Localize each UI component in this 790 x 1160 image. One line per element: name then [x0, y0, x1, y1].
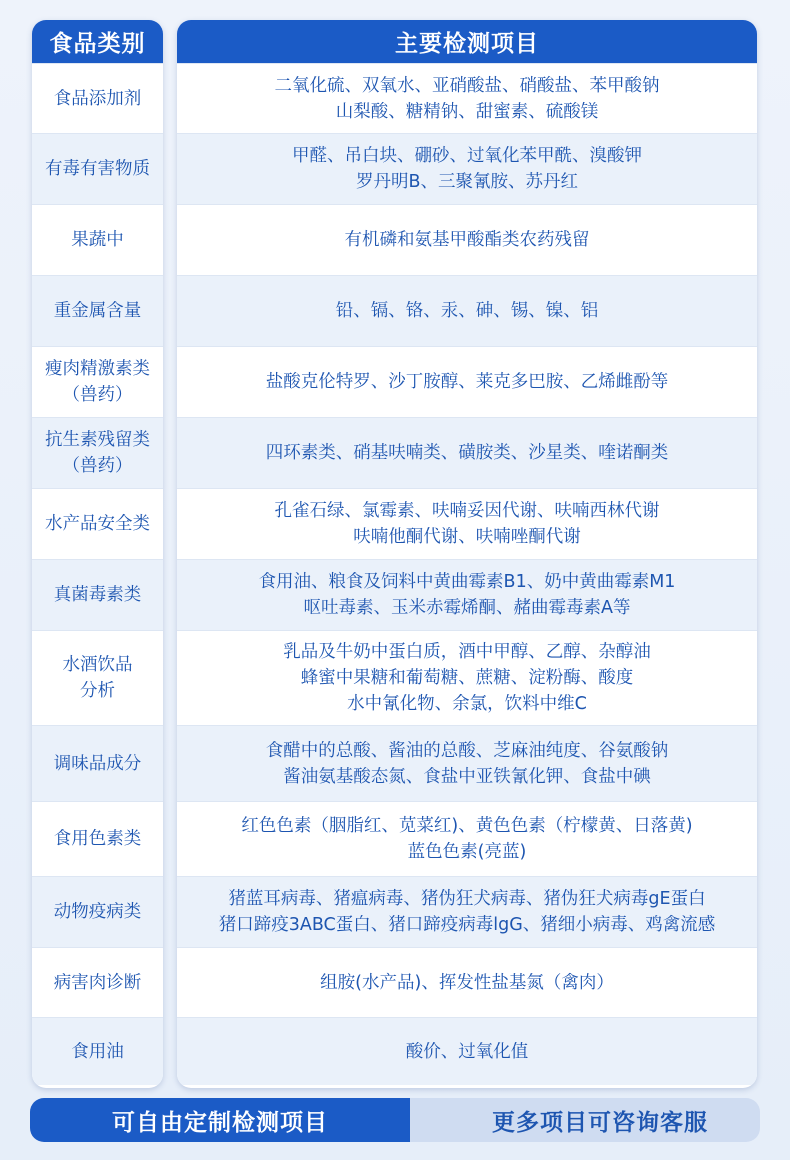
items-line: 孔雀石绿、氯霉素、呋喃妥因代谢、呋喃西林代谢	[274, 501, 660, 521]
category-cell	[32, 204, 163, 275]
category-label	[71, 1039, 124, 1065]
category-line: 病害肉诊断	[53, 972, 142, 993]
category-cell	[32, 488, 163, 559]
items-line: 酱油氨基酸态氮、食盐中亚铁氰化钾、食盐中碘	[283, 766, 651, 787]
items-text	[219, 886, 716, 938]
items-line: 组胺(水产品)、挥发性盐基氮（禽肉）	[320, 972, 614, 993]
category-header: 食品类别	[32, 20, 163, 63]
items-line: 酸价、过氧化值	[405, 1041, 529, 1062]
category-label	[45, 511, 150, 537]
category-line: 水酒饮品	[62, 655, 133, 675]
category-cell	[32, 559, 163, 630]
items-line: 山梨酸、糖精钠、甜蜜素、硫酸镁	[335, 101, 599, 122]
category-label	[54, 751, 142, 777]
category-line: 调味品成分	[53, 753, 142, 774]
category-label	[54, 298, 142, 324]
items-line: 铅、镉、铬、汞、砷、锡、镍、铝	[335, 301, 599, 321]
items-text	[406, 1039, 529, 1065]
category-line: 食用色素类	[53, 829, 142, 849]
category-line: 分析	[80, 681, 115, 701]
items-cell	[177, 204, 757, 275]
items-header: 主要检测项目	[177, 20, 757, 63]
items-list	[177, 63, 757, 1085]
items-text	[275, 498, 660, 550]
category-label	[45, 356, 150, 408]
category-cell	[32, 133, 163, 204]
items-line: 乳品及牛奶中蛋白质，酒中甲醇、乙醇、杂醇油	[283, 642, 651, 662]
category-label	[54, 826, 142, 852]
items-cell	[177, 275, 757, 346]
category-label	[54, 582, 142, 608]
items-column	[177, 20, 757, 1088]
items-line: 蜂蜜中果糖和葡萄糖、蔗糖、淀粉酶、酸度	[300, 668, 634, 688]
custom-testing-button[interactable]: 可自由定制检测项目	[30, 1098, 410, 1142]
category-label	[54, 899, 142, 925]
category-line: 重金属含量	[53, 301, 142, 321]
items-text	[241, 813, 692, 865]
items-cell	[177, 417, 757, 488]
items-text	[320, 970, 614, 996]
items-line: 猪蓝耳病毒、猪瘟病毒、猪伪狂犬病毒、猪伪狂犬病毒gE蛋白	[228, 889, 706, 909]
contact-service-button[interactable]: 更多项目可咨询客服	[410, 1098, 760, 1142]
category-cell	[32, 801, 163, 876]
category-list	[32, 63, 163, 1085]
items-cell	[177, 947, 757, 1017]
items-text	[336, 298, 599, 324]
items-text	[283, 639, 651, 717]
items-text	[266, 440, 669, 466]
category-label	[71, 227, 124, 253]
items-text	[345, 227, 590, 253]
items-text	[259, 569, 676, 621]
items-cell	[177, 346, 757, 417]
category-column	[32, 20, 163, 1088]
items-text	[266, 369, 669, 395]
items-cell	[177, 876, 757, 947]
items-cell	[177, 1017, 757, 1085]
category-cell	[32, 63, 163, 133]
category-line: 食用油	[71, 1041, 124, 1062]
category-label	[54, 970, 142, 996]
category-label	[54, 86, 142, 112]
category-line: （兽药）	[62, 456, 133, 476]
items-cell	[177, 725, 757, 801]
category-cell	[32, 876, 163, 947]
category-label	[45, 427, 150, 479]
items-cell	[177, 133, 757, 204]
category-line: 抗生素残留类	[45, 430, 150, 450]
items-line: 呋喃他酮代谢、呋喃唑酮代谢	[353, 527, 581, 547]
category-label	[63, 652, 133, 704]
category-line: 有毒有害物质	[45, 159, 150, 179]
items-line: 红色色素（胭脂红、苋菜红)、黄色色素（柠檬黄、日落黄)	[241, 816, 693, 836]
items-line: 蓝色色素(亮蓝)	[407, 842, 527, 862]
category-line: 水产品安全类	[45, 514, 150, 534]
items-line: 四环素类、硝基呋喃类、磺胺类、沙星类、喹诺酮类	[265, 443, 669, 463]
category-cell	[32, 346, 163, 417]
items-line: 食醋中的总酸、酱油的总酸、芝麻油纯度、谷氨酸钠	[265, 740, 669, 761]
items-cell	[177, 801, 757, 876]
category-line: 果蔬中	[71, 230, 124, 250]
category-cell	[32, 725, 163, 801]
category-cell	[32, 417, 163, 488]
items-cell	[177, 559, 757, 630]
items-text	[275, 73, 660, 125]
category-line: 动物疫病类	[53, 902, 142, 922]
items-line: 甲醛、吊白块、硼砂、过氧化苯甲酰、溴酸钾	[292, 146, 642, 166]
category-line: 食品添加剂	[53, 88, 142, 109]
items-text	[292, 143, 642, 195]
items-cell	[177, 630, 757, 725]
items-cell	[177, 488, 757, 559]
items-line: 猪口蹄疫3ABC蛋白、猪口蹄疫病毒lgG、猪细小病毒、鸡禽流感	[218, 915, 716, 935]
items-line: 有机磷和氨基甲酸酯类农药残留	[344, 230, 590, 250]
category-cell	[32, 1017, 163, 1085]
footer-bar	[30, 1098, 760, 1142]
items-line: 二氧化硫、双氧水、亚硝酸盐、硝酸盐、苯甲酸钠	[274, 75, 660, 96]
category-line: 真菌毒素类	[53, 585, 142, 605]
category-line: （兽药）	[62, 385, 133, 405]
items-line: 食用油、粮食及饲料中黄曲霉素B1、奶中黄曲霉素M1	[258, 572, 676, 592]
category-cell	[32, 630, 163, 725]
items-text	[266, 738, 669, 790]
items-line: 盐酸克伦特罗、沙丁胺醇、莱克多巴胺、乙烯雌酚等	[265, 372, 669, 392]
items-line: 水中氰化物、余氯，饮料中维C	[347, 694, 587, 714]
category-label	[45, 156, 150, 182]
items-line: 罗丹明B、三聚氰胺、苏丹红	[355, 172, 578, 192]
items-cell	[177, 63, 757, 133]
category-cell	[32, 275, 163, 346]
category-line: 瘦肉精激素类	[45, 359, 150, 379]
category-cell	[32, 947, 163, 1017]
items-line: 呕吐毒素、玉米赤霉烯酮、赭曲霉毒素A等	[303, 598, 631, 618]
